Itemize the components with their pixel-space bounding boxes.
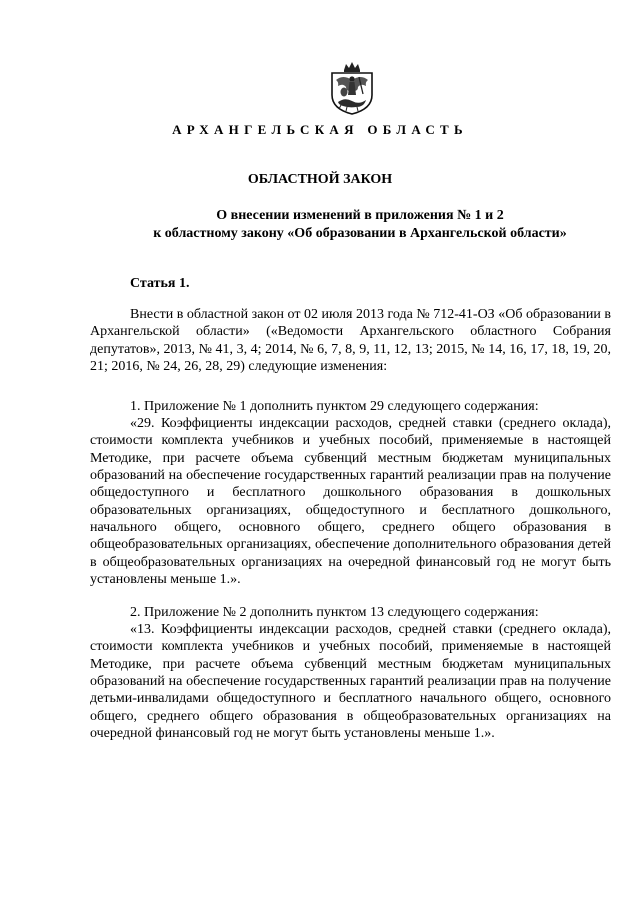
item-1-heading: 1. Приложение № 1 дополнить пунктом 29 следующего содержания: xyxy=(130,399,539,414)
document-title xyxy=(80,207,640,243)
coat-of-arms-icon xyxy=(329,61,375,115)
region-name: АРХАНГЕЛЬСКАЯ ОБЛАСТЬ xyxy=(172,122,468,137)
item-1-text: «29. Коэффициенты индексации расходов, средней ставки (среднего оклада), стоимости комплекта учебников и учебных пособий, применяемые в настоящей Методике, при расчете объема субвенций местным бюджетам муниципальных образований на обеспечение государственных гарантий реализации прав на получение общедоступного и бесплатного дошкольного образования в дошкольных образовательных организациях, общедоступного и бесплатного дошкольного, начального общего, основного общего, среднего общего образования в общеобразовательных организациях, обеспечение дополнительного образования детей в общеобразовательных организациях на очередной финансовый год не могут быть установлены меньше 1.». xyxy=(90,416,611,588)
document-type: ОБЛАСТНОЙ ЗАКОН xyxy=(247,172,393,187)
item-2-text: «13. Коэффициенты индексации расходов, средней ставки (среднего оклада), стоимости комплекта учебников и учебных пособий, применяемые в настоящей Методике, при расчете объема субвенций местным бюджетам муниципальных образований на обеспечение государственных гарантий реализации прав на получение детьми-инвалидами общедоступного и бесплатного начального общего, основного общего, среднего общего образования в общеобразовательных организациях на очередной финансовый год не могут быть установлены меньше 1.». xyxy=(90,622,611,742)
intro-paragraph: Внести в областной закон от 02 июля 2013 года № 712-41-ОЗ «Об образовании в Архангельской области» («Ведомости Архангельского областного Собрания депутатов», 2013, № 41, 3, 4; 2014, № 6, 7, 8, 9, 11, 12, 13; 2015, № 14, 16, 17, 18, 19, 20, 21; 2016, № 24, 26, 28, 29) следующие изменения: xyxy=(90,307,611,375)
article-heading: Статья 1. xyxy=(130,276,190,291)
item-2-heading: 2. Приложение № 2 дополнить пунктом 13 следующего содержания: xyxy=(130,605,539,620)
title-line: О внесении изменений в приложения № 1 и 2 xyxy=(216,208,504,223)
title-line: к областному закону «Об образовании в Архангельской области» xyxy=(153,226,567,241)
